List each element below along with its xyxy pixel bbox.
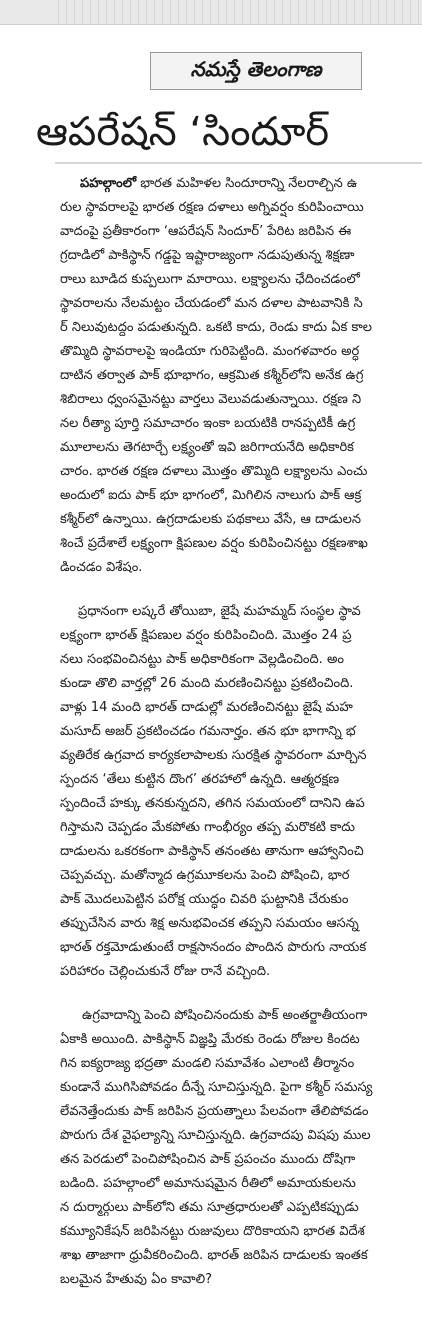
paragraph-1-line: గ్రదాడిలో పాకిస్థాన్ గడ్డపై ఇష్టారాజ్యంగా నడుపుతున్న శిక్షణా [60, 248, 355, 263]
paragraph-2-line: మసూద్ అజర్ ప్రకటించడం గమనార్హం. తన భూ భాగాన్ని భ [60, 724, 356, 739]
paragraph-1-line: చారం. భారత రక్షణ దళాలు మొత్తం తొమ్మిది లక్ష్యాలను ఎంచు [60, 464, 368, 479]
masthead: నమస్తే తెలంగాణ [150, 52, 362, 90]
paragraph-2-line: దాడులను ఒకరకంగా పాకిస్థాన్ తనంతట తానుగా ఆహ్వానించి [60, 844, 364, 859]
paragraph-3-line: లేవనెత్తేందుకు పాక్ జరిపిన ప్రయత్నాలు పేలవంగా తేలిపోవడం [60, 1104, 369, 1119]
paragraph-3-line: న దుర్మార్గులు పాక్‌లోని తమ సూత్రధారులతో ఎప్పటికప్పుడు [60, 1200, 359, 1215]
paragraph-3-line: పొరుగు దేశ వైఫల్యాన్ని సూచిస్తున్నది. ఉగ్రవాదపు విషపు ముల [60, 1128, 371, 1143]
paragraph-2-line: లక్ష్యంగా భారత్ క్షిపణుల వర్షం కురిపించింది. మొత్తం 24 ప్ర [60, 628, 352, 643]
paragraph-3-line: కమ్యూనికేషన్ జరిపినట్టు రుజువులు దొరికాయని భారత విదేశ [60, 1224, 365, 1239]
paragraph-1-line [80, 172, 422, 196]
paragraph-1-text: భారత మహిళల సిందూరాన్ని నేలరాల్చిన ఉ [136, 176, 358, 191]
paragraph-2-line: పాక్ మొదలుపెట్టిన పరోక్ష యుద్ధం చివరి ఘట్టానికి చేరుకుం [60, 892, 349, 907]
paragraph-1-line: మూలాలను తెగటార్చే లక్ష్యంతో ఇవి జరిగాయనేది అధికారిక [60, 440, 354, 455]
headline-rule [55, 162, 422, 164]
paragraph-1-line: వాదంపై ప్రతీకారంగా ‘ఆపరేషన్ సిందూర్’ పేరిట జరిపిన ఈ [60, 224, 352, 239]
paragraph-3-line: ఏకాకి అయింది. పాకిస్థాన్ విజ్ఞప్తి మేరకు రెండు రోజుల కిందట [60, 1032, 360, 1047]
paragraph-3 [60, 1004, 422, 1292]
paragraph-2-line: స్పందించే హక్కు తనకున్నదని, తగిన సమయంలో దానిని ఉప [60, 796, 365, 811]
paragraph-1-line: శించే ప్రదేశాలే లక్ష్యంగా క్షిపణుల వర్షం కురిపించినట్టు రక్షణశాఖ [60, 536, 368, 551]
paragraph-1-line: శిబిరాలు ధ్వంసమైనట్టు వార్తలు వెలువడుతున్నాయి. రక్షణ ని [60, 392, 362, 407]
paragraph-2 [60, 600, 422, 984]
top-strip-pattern [58, 0, 422, 24]
paragraph-2-line: వాళ్లు 14 మంది భారత్ దాడుల్లో మరణించినట్టు జైషే మహ [60, 700, 353, 715]
paragraph-3-line: ఉగ్రవాదాన్ని పెంచి పోషించినందుకు పాక్ అంతర్జాతీయంగా [82, 1008, 368, 1023]
paragraph-2-line: స్పందన ‘తేలు కుట్టిన దొంగ’ తరహాలో ఉన్నది. ఆత్మరక్షణ [60, 772, 340, 787]
paragraph-3-line: గిన ఐక్యరాజ్య భద్రతా మండలి సమావేశం ఎలాంటి తీర్మానం [60, 1056, 355, 1071]
paragraph-3-line: తన పెరడులో పెంచిపోషించిన పాక్ ప్రపంచం ముందు దోషిగా [60, 1152, 356, 1167]
paragraph-2-line: భారత్ రక్తమోడుతుంటే రాక్షసానందం పొందిన పొరుగు నాయక [60, 940, 367, 955]
paragraph-2-line: నలు సంభవించినట్టు పాక్ అధికారికంగా వెల్లడించింది. అం [60, 652, 344, 667]
paragraph-1-lead: పహల్గాంలో [80, 176, 137, 191]
paragraph-3-line: బలమైన హేతువు ఏం కావాలి? [60, 1272, 213, 1287]
top-strip [0, 0, 422, 25]
paragraph-2-line: చెప్పవచ్చు. మతోన్మాద ఉగ్రమూకలను పెంచి పోషించి, భార [60, 868, 350, 883]
paragraph-1-line: డించడం విశేషం. [60, 560, 143, 575]
paragraph-1-line: స్థావరాలను నేలమట్టం చేయడంలో మన దళాల పాటవానికి సి [60, 296, 363, 311]
paragraph-2-line: పరిహారం చెల్లించుకునే రోజు రానే వచ్చింది. [60, 964, 271, 979]
paragraph-2-line: ప్రధానంగా లష్కరే తోయిబా, జైషే మహమ్మద్ సంస్థల స్థావ [78, 604, 361, 619]
headline: ఆపరేషన్ ‘సిందూర్ [36, 109, 330, 155]
paragraph-2-line: కుండా తొలి వార్తల్లో 26 మంది మరణించినట్టు ప్రకటించింది. [60, 676, 354, 691]
paragraph-1-line: కశ్మీర్‌లో ఉన్నాయి. ఉగ్రదాడులకు పథకాలు వేసే, ఆ దాడులన [60, 512, 362, 527]
paragraph-1-line: ర్ నిలువుటద్దం పడుతున్నది. ఒకటి కాదు, రెండు కాదు ఏక కాల [60, 320, 372, 335]
paragraph-1-line: రాలు బూడిద కుప్పలుగా మారాయి. లక్ష్యాలను ఛేదించడంలో [60, 272, 360, 287]
paragraph-1-line: తొమ్మిది స్థావరాలపై ఇండియా గురిపెట్టింది. మంగళవారం అర్ధ [60, 344, 360, 359]
paragraph-3-line: శాఖ తాజాగా ధ్రువీకరించింది. భారత్ జరిపిన దాడులకు ఇంతక [60, 1248, 368, 1263]
paragraph-1-line: దాటిన తర్వాత పాక్ భూభాగం, ఆక్రమిత కశ్మీర్‌లోని అనేక ఉగ్ర [60, 368, 364, 383]
paragraph-1-line: నల రీత్యా పూర్తి సమాచారం ఇంకా బయటికి రానప్పటికీ ఉగ్ర [60, 416, 356, 431]
paragraph-3-line: కుండానే ముగిసిపోవడం దీన్నే సూచిస్తున్నది. పైగా కశ్మీర్ సమస్య [60, 1080, 373, 1095]
paragraph-2-line: వ్యతిరేక ఉగ్రవాద కార్యకలాపాలకు సురక్షిత స్థావరంగా మార్చిన [60, 748, 367, 763]
paragraph-2-line: గిస్తామని చెప్పడం మేకపోతు గాంభీర్యం తప్ప మరొకటి కాదు [60, 820, 355, 835]
paragraph-1-line: రుల స్థావరాలపై భారత రక్షణ దళాలు అగ్నివర్షం కురిపించాయి [60, 200, 364, 215]
paragraph-1-line: అందులో ఐదు పాక్ భూ భాగంలో, మిగిలిన నాలుగు పాక్ ఆక్ర [60, 488, 362, 503]
paragraph-3-line: బడింది. పహల్గాంలో అమానుషమైన రీతిలో అమాయకులను [60, 1176, 356, 1191]
paragraph-1 [60, 172, 422, 580]
paragraph-2-line: తప్పుచేసిన వారు శిక్ష అనుభవించక తప్పని సమయం ఆసన్న [60, 916, 359, 931]
